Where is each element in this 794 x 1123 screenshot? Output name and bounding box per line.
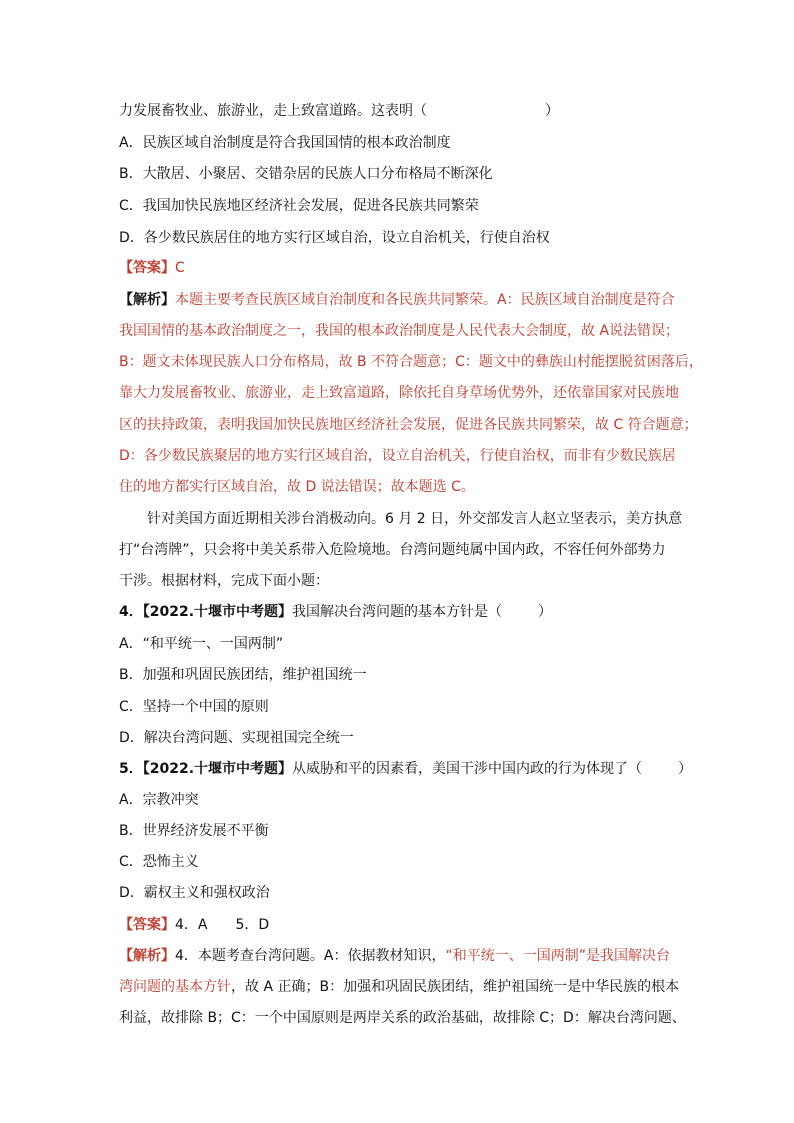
q3-analysis-line-3: B：题文未体现民族人口分布格局，故 B 不符合题意；C：题文中的彝族山村能摆脱贫困落后， bbox=[119, 354, 703, 370]
q4-option-c: C．坚持一个中国的原则 bbox=[119, 699, 269, 715]
material-line-2: 打“台湾牌”，只会将中美关系带入危险境地。台湾问题纯属中国内政，不容任何外部势力 bbox=[119, 542, 666, 558]
q5-option-c: C．恐怖主义 bbox=[119, 854, 199, 870]
analysis-4-line-2: 湾问题的基本方针，故 A 正确；B：加强和巩固民族团结，维护祖国统一是中华民族的根本 bbox=[119, 979, 680, 995]
q3-answer bbox=[119, 258, 679, 278]
analysis-label: 【解析】 bbox=[119, 292, 175, 308]
answer-value: C bbox=[175, 260, 185, 276]
q3-analysis-line-4: 靠大力发展畜牧业、旅游业，走上致富道路，除依托自身草场优势外，还依靠国家对民族地 bbox=[119, 385, 679, 401]
q4-source: 【2022.十堰市中考题】 bbox=[142, 604, 293, 620]
q3-option-a: A．民族区域自治制度是符合我国国情的根本政治制度 bbox=[119, 135, 451, 151]
q3-analysis-line-5: 区的扶持政策，表明我国加快民族地区经济社会发展，促进各民族共同繁荣，故 C 符合题意； bbox=[119, 417, 698, 433]
q4-stem: 4．【2022.十堰市中考题】我国解决台湾问题的基本方针是（ ） bbox=[119, 604, 553, 620]
analysis-4-line-3: 利益，故排除 B；C：一个中国原则是两岸关系的政治基础，故排除 C；D：解决台湾问题、 bbox=[119, 1010, 686, 1026]
q3-option-d: D．各少数民族居住的地方实行区域自治，设立自治机关，行使自治权 bbox=[119, 230, 550, 246]
answer-label: 【答案】 bbox=[119, 917, 175, 933]
q5-option-b: B．世界经济发展不平衡 bbox=[119, 823, 269, 839]
analysis-label: 【解析】 bbox=[119, 948, 175, 964]
q3-option-b: B．大散居、小聚居、交错杂居的民族人口分布格局不断深化 bbox=[119, 166, 493, 182]
q4-option-a: A．“和平统一、一国两制” bbox=[119, 636, 284, 652]
answer-label: 【答案】 bbox=[119, 260, 175, 276]
q3-analysis-line-7: 住的地方都实行区域自治，故 D 说法错误；故本题选 C。 bbox=[119, 479, 475, 495]
material-line-1: 针对美国方面近期相关涉台消极动向。6 月 2 日，外交部发言人赵立坚表示，美方执意 bbox=[147, 511, 683, 527]
q3-stem-tail: 力发展畜牧业、旅游业，走上致富道路。这表明（ ） bbox=[119, 103, 559, 119]
q3-analysis-line-6: D：各少数民族聚居的地方实行区域自治，设立自治机关，行使自治权，而非有少数民族居 bbox=[119, 448, 676, 464]
q4-option-b: B．加强和巩固民族团结，维护祖国统一 bbox=[119, 667, 367, 683]
analysis-4-line-1: 【解析】4．本题考查台湾问题。A：依据教材知识，“和平统一、一国两制”是我国解决台 bbox=[119, 948, 670, 964]
q3-analysis-line-1: 【解析】本题主要考查民族区域自治制度和各民族共同繁荣。A：民族区域自治制度是符合 bbox=[119, 292, 675, 308]
answers-4-5: 【答案】4．A 5．D bbox=[119, 917, 270, 933]
q5-source: 【2022.十堰市中考题】 bbox=[142, 761, 293, 777]
q4-option-d: D．解决台湾问题、实现祖国完全统一 bbox=[119, 730, 354, 746]
material-line-3: 干涉。根据材料，完成下面小题： bbox=[119, 573, 329, 589]
q5-stem: 5．【2022.十堰市中考题】从威胁和平的因素看，美国干涉中国内政的行为体现了（ ） bbox=[119, 761, 693, 777]
q5-option-d: D．霸权主义和强权政治 bbox=[119, 885, 270, 901]
q3-analysis-line-2: 我国国情的基本政治制度之一，我国的根本政治制度是人民代表大会制度，故 A说法错误； bbox=[119, 323, 680, 339]
q5-option-a: A．宗教冲突 bbox=[119, 792, 199, 808]
q3-option-c: C．我国加快民族地区经济社会发展，促进各民族共同繁荣 bbox=[119, 198, 479, 214]
